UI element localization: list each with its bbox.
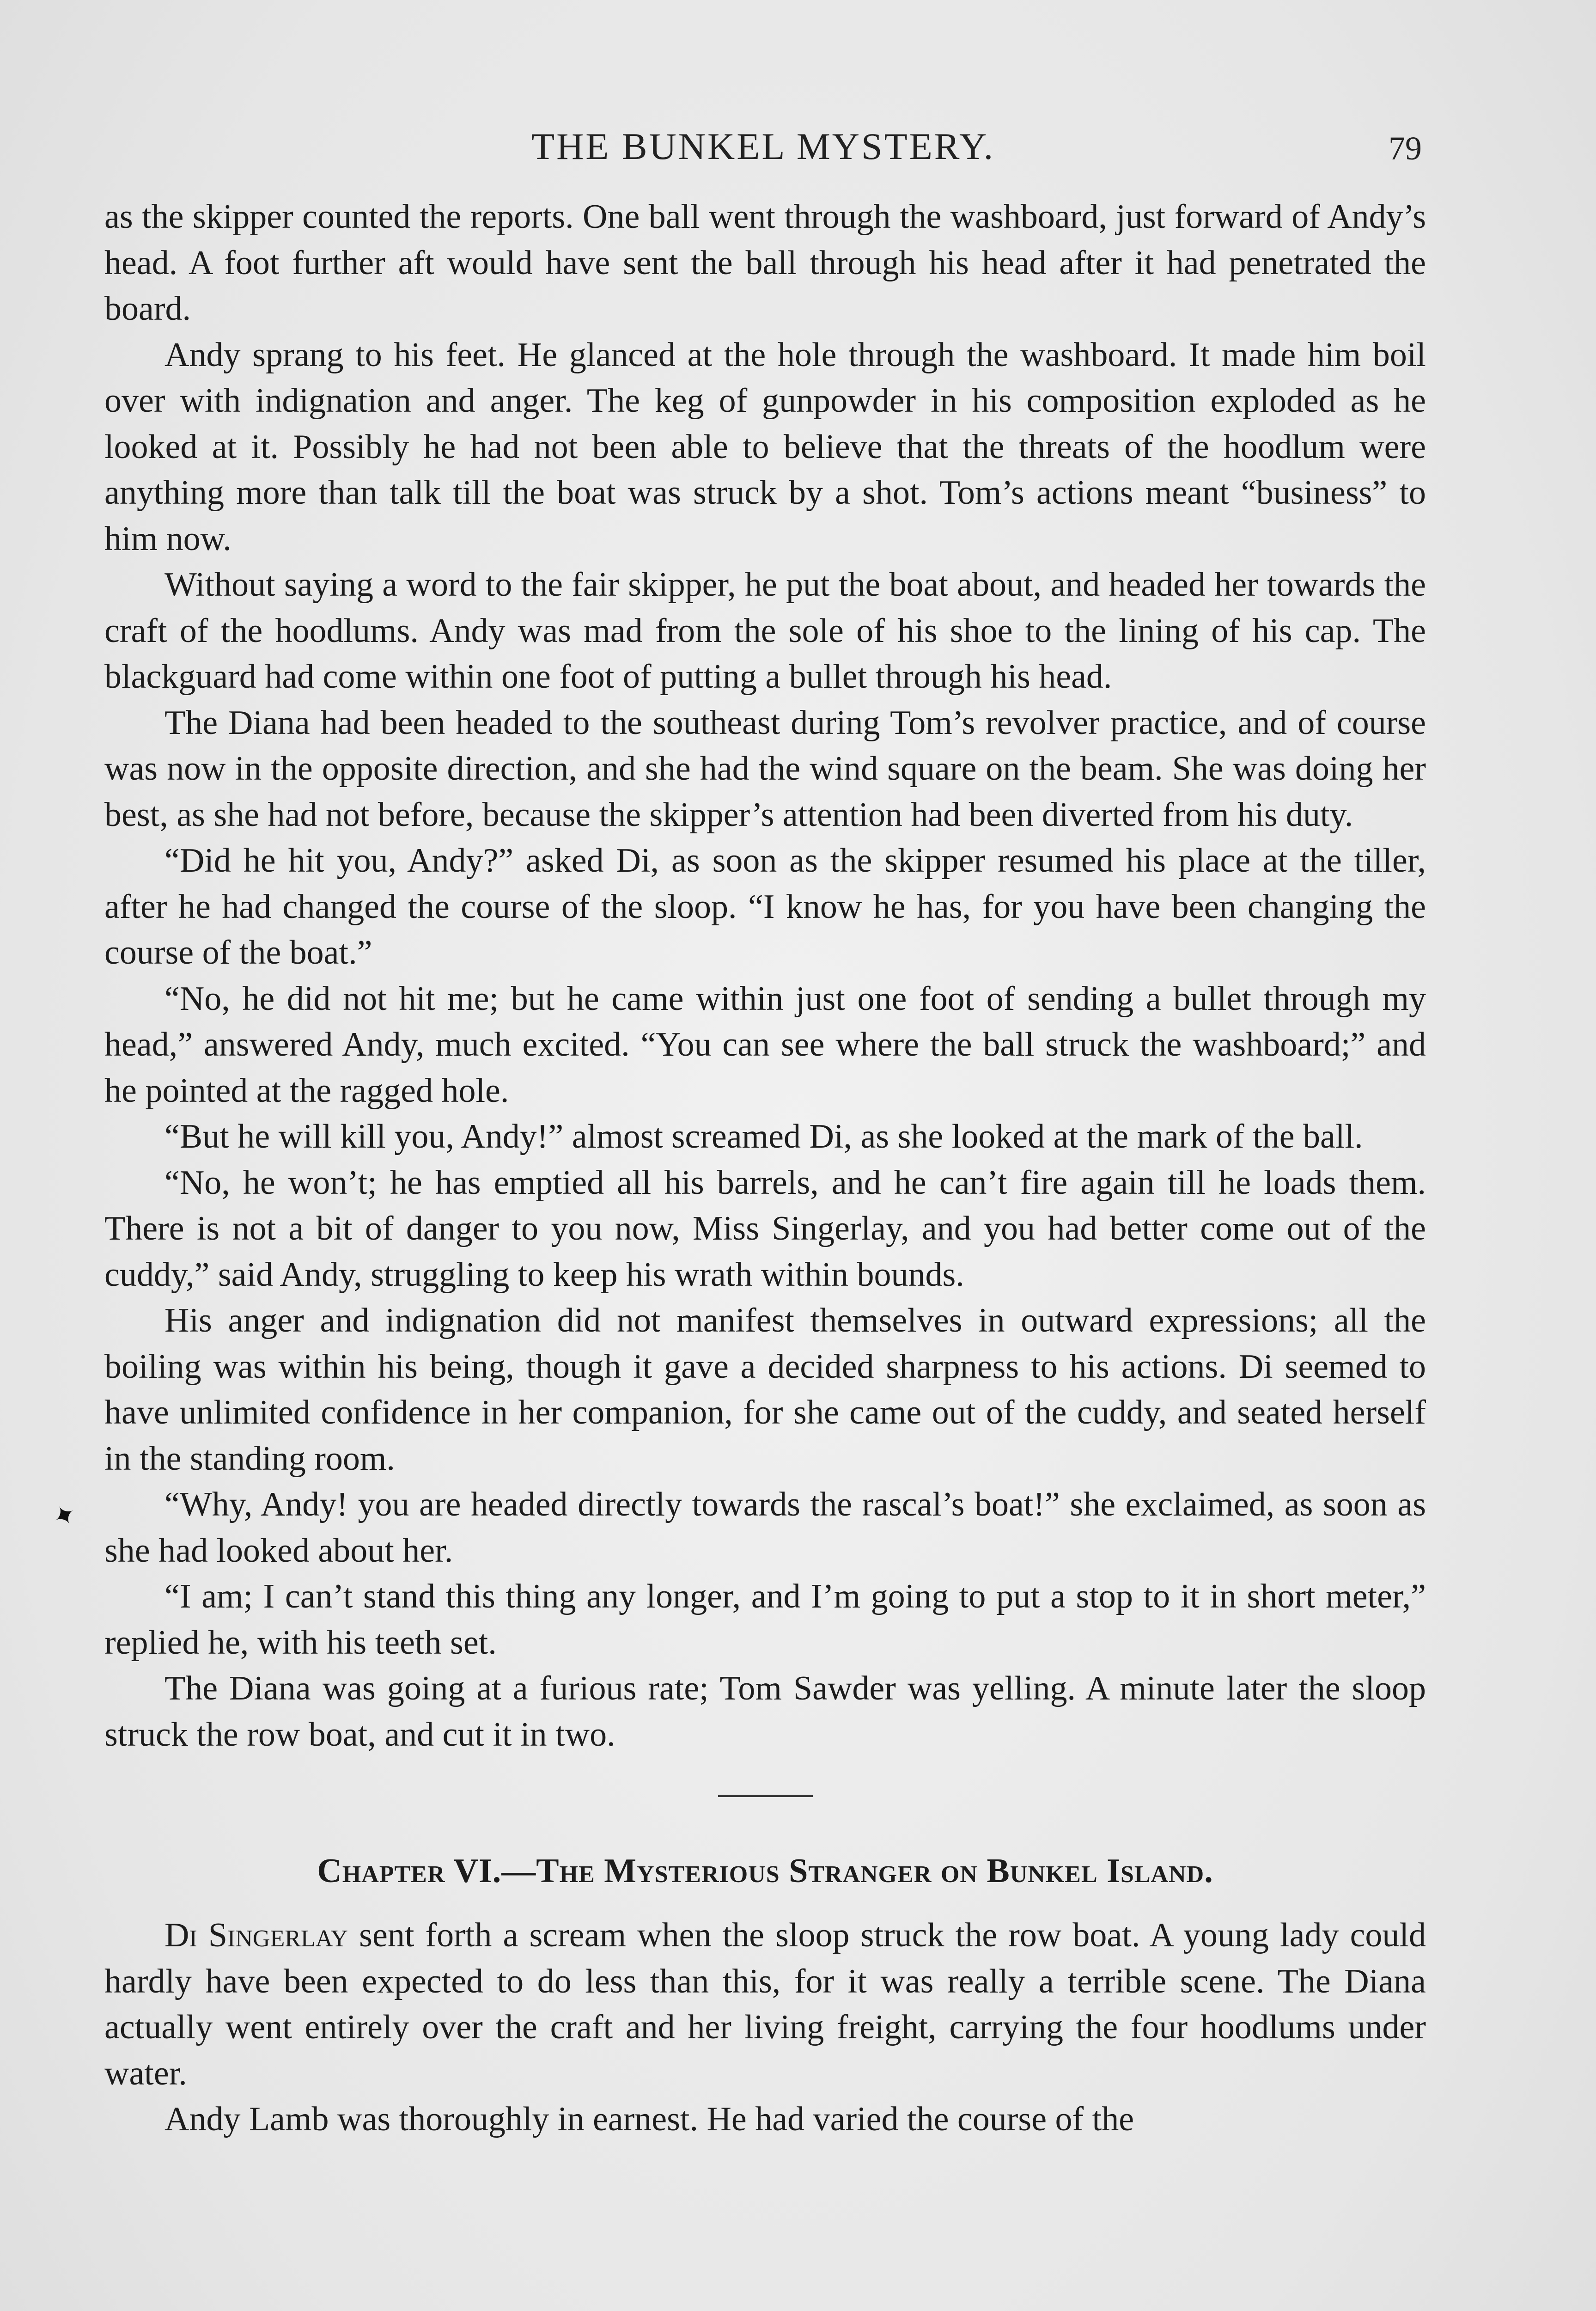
paragraph: Andy sprang to his feet. He glanced at the hole through the washboard. It made him boil over with indignation and anger. The keg of gunpowder in his composition exploded as he looked at it. Possibly he had not been able to believe that the threats of the hoodlum were anything more than talk till the boat was struck by a shot. Tom’s actions meant “business” to him now.	[104, 336, 1426, 558]
paragraph: “No, he did not hit me; but he came within just one foot of sending a bullet through my head,” answered Andy, much excited. “You can see where the ball struck the washboard;” and he pointed at the ragged hole.	[104, 979, 1426, 1110]
chapter-opening-paragraph	[104, 1913, 1426, 2097]
paragraph: His anger and indignation did not manifest themselves in outward expressions; all the boiling was within his being, though it gave a decided sharpness to his actions. Di seemed to have unlimited confidence in her companion, for she came out of the cuddy, and seated herself in the standing room.	[104, 1302, 1426, 1478]
paragraph: The Diana was going at a furious rate; Tom Sawder was yelling. A minute later the sloop struck the row boat, and cut it in two.	[104, 1669, 1426, 1754]
paragraph: “No, he won’t; he has emptied all his barrels, and he can’t fire again till he loads them. There is not a bit of danger to you now, Miss Singerlay, and you had better come out of the cuddy,” said Andy, struggling to keep his wrath within bounds.	[104, 1163, 1426, 1294]
opening-paragraph-text: sent forth a scream when the sloop struck the row boat. A young lady could hardly have been expected to do less than this, for it was really a terrible scene. The Diana actually went entirely over the craft and her living freight, carrying the four hoodlums under water.	[104, 1916, 1426, 2092]
paragraph: “Did he hit you, Andy?” asked Di, as soon as the skipper resumed his place at the tiller, after he had changed the course of the sloop. “I know he has, for you have been changing the course of the boat.”	[104, 842, 1426, 972]
paragraph: The Diana had been headed to the southeast during Tom’s revolver practice, and of course was now in the opposite direction, and she had the wind square on the beam. She was doing her best, as she had not before, because the skipper’s attention had been diverted from his duty.	[104, 703, 1426, 834]
paragraph: “I am; I can’t stand this thing any longer, and I’m going to put a stop to it in short meter,” replied he, with his teeth set.	[104, 1577, 1426, 1662]
paragraph: as the skipper counted the reports. One ball went through the washboard, just forward of Andy’s head. A foot further aft would have sent the ball through his head after it had penetrated the board.	[104, 198, 1426, 328]
paragraph: Without saying a word to the fair skipper, he put the boat about, and headed her towards the craft of the hoodlums. Andy was mad from the sole of his shoe to the lining of his cap. The blackguard had come within one foot of putting a bullet through his head.	[104, 566, 1426, 696]
paragraph: Andy Lamb was thoroughly in earnest. He had varied the course of the	[164, 2100, 1134, 2138]
running-title: THE BUNKEL MYSTERY.	[531, 125, 995, 167]
opening-words: Di Singerlay	[164, 1916, 348, 1954]
body-text	[104, 194, 1426, 2143]
paragraph: “But he will kill you, Andy!” almost screamed Di, as she looked at the mark of the ball.	[164, 1118, 1363, 1156]
ink-blot-mark: ✦	[47, 1497, 83, 1535]
page-header	[0, 125, 1596, 176]
section-divider	[718, 1795, 813, 1797]
page-number: 79	[1389, 130, 1422, 167]
chapter-heading: Chapter VI.—The Mysterious Stranger on Bunkel Island.	[317, 1852, 1213, 1890]
paragraph: “Why, Andy! you are headed directly towards the rascal’s boat!” she exclaimed, as soon as she had looked about her.	[104, 1486, 1426, 1570]
